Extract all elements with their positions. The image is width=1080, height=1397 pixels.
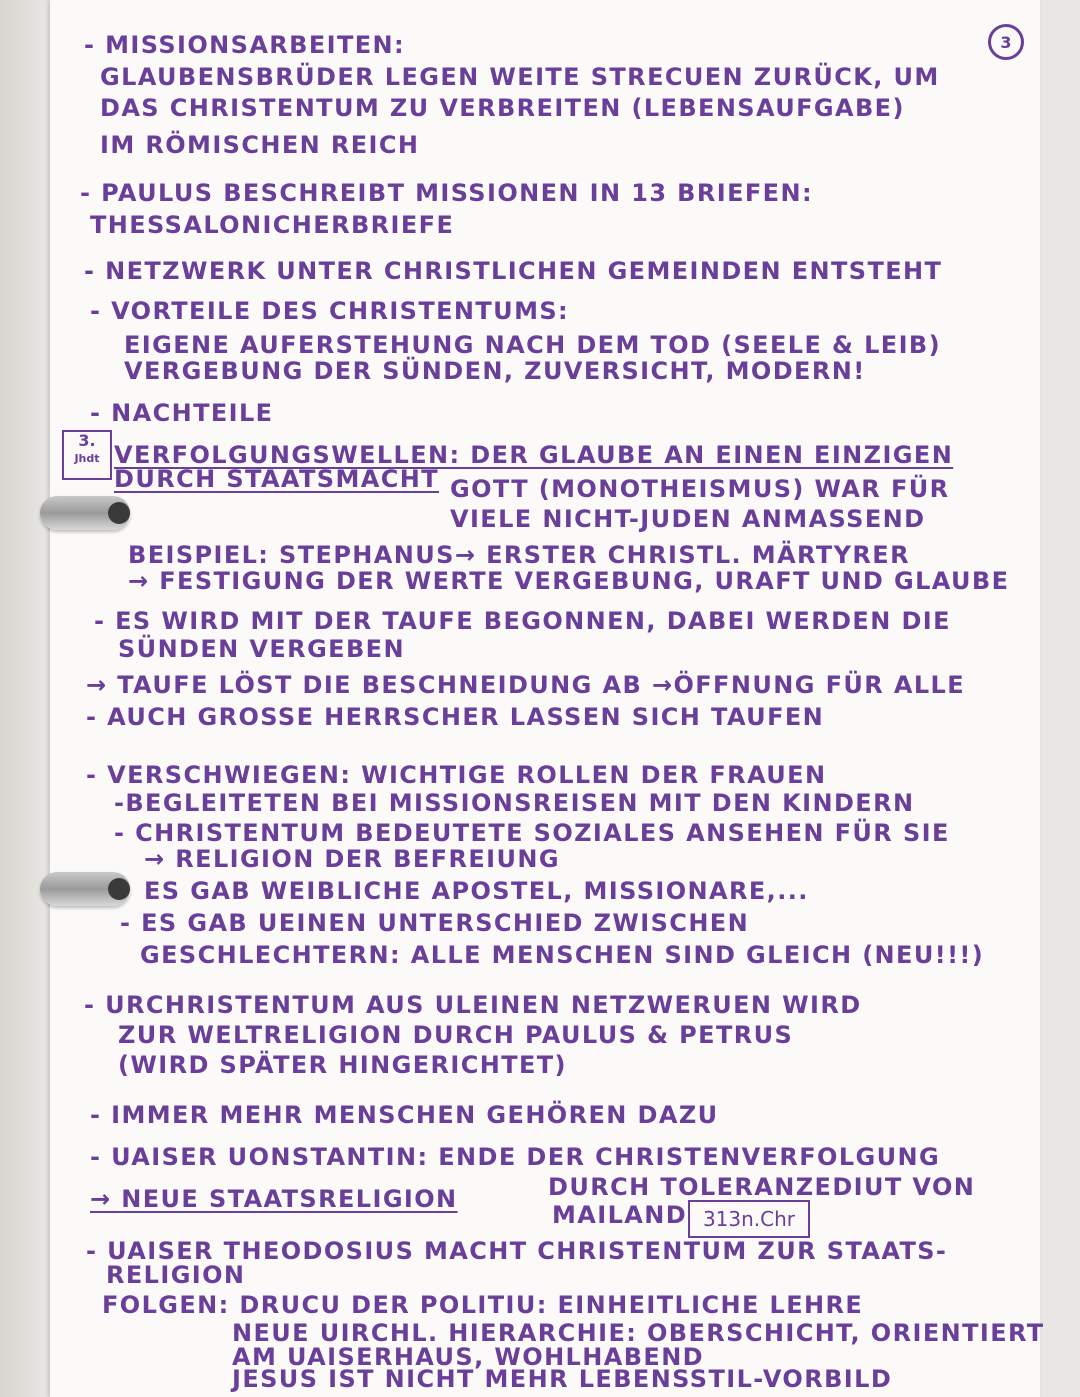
date-box: 313n.Chr xyxy=(688,1200,810,1238)
text-line-urchristentum: - URCHRISTENTUM AUS ULEINEN NETZWERUEN WIRD xyxy=(84,991,862,1019)
heading-missionsarbeiten: - MISSIONSARBEITEN: xyxy=(84,31,406,59)
text-line: VERGEBUNG DER SÜNDEN, ZUVERSICHT, MODERN! xyxy=(124,357,866,385)
text-line: AM UAISERHAUS, WOHLHABEND xyxy=(232,1343,705,1371)
text-line: RELIGION xyxy=(106,1261,246,1289)
text-line-netzwerk: - NETZWERK UNTER CHRISTLICHEN GEMEINDEN ENTSTEHT xyxy=(84,257,943,285)
text-line: - ES GAB UEINEN UNTERSCHIED ZWISCHEN xyxy=(120,909,750,937)
margin-note-century xyxy=(62,430,112,480)
text-line: - AUCH GROSSE HERRSCHER LASSEN SICH TAUFEN xyxy=(86,703,825,731)
text-line: - NACHTEILE xyxy=(90,399,274,427)
page-number: 3 xyxy=(988,24,1024,60)
text-line: GOTT (MONOTHEISMUS) WAR FÜR xyxy=(450,475,950,503)
punch-hole-bottom xyxy=(108,878,130,900)
text-line: ES GAB WEIBLICHE APOSTEL, MISSIONARE,... xyxy=(144,877,809,905)
punch-hole-top xyxy=(108,502,130,524)
text-line: → FESTIGUNG DER WERTE VERGEBUNG, URAFT UND GLAUBE xyxy=(128,567,1010,595)
text-line: VIELE NICHT-JUDEN ANMASSEND xyxy=(450,505,926,533)
text-line: EIGENE AUFERSTEHUNG NACH DEM TOD (SEELE & LEIB) xyxy=(124,331,941,359)
text-line: (WIRD SPÄTER HINGERICHTET) xyxy=(118,1051,567,1079)
margin-note-line1: 3. xyxy=(78,431,96,450)
text-line: - ES WIRD MIT DER TAUFE BEGONNEN, DABEI WERDEN DIE xyxy=(94,607,951,635)
text-line: ZUR WELTRELIGION DURCH PAULUS & PETRUS xyxy=(118,1021,794,1049)
text-line-konstantin: - UAISER UONSTANTIN: ENDE DER CHRISTENVERFOLGUNG xyxy=(90,1143,941,1171)
text-line-theodosius: - UAISER THEODOSIUS MACHT CHRISTENTUM ZUR STAATS- xyxy=(86,1237,948,1265)
text-line-folgen: FOLGEN: DRUCU DER POLITIU: EINHEITLICHE LEHRE xyxy=(102,1291,864,1319)
text-line: THESSALONICHERBRIEFE xyxy=(90,211,455,239)
text-line: NEUE UIRCHL. HIERARCHIE: OBERSCHICHT, ORIENTIERT xyxy=(232,1319,1045,1347)
text-line: -BEGLEITETEN BEI MISSIONSREISEN MIT DEN KINDERN xyxy=(114,789,915,817)
text-line-staatsmacht: DURCH STAATSMACHT xyxy=(114,465,440,493)
text-line: - PAULUS BESCHREIBT MISSIONEN IN 13 BRIEFEN: xyxy=(80,179,813,207)
text-line-verschwiegen: - VERSCHWIEGEN: WICHTIGE ROLLEN DER FRAUEN xyxy=(86,761,827,789)
text-line: DURCH TOLERANZEDIUT VON xyxy=(548,1173,976,1201)
binder-edge xyxy=(0,0,50,1397)
text-line: GESCHLECHTERN: ALLE MENSCHEN SIND GLEICH (NEU!!!) xyxy=(140,941,985,969)
text-line: IM RÖMISCHEN REICH xyxy=(100,131,420,159)
text-line: JESUS IST NICHT MEHR LEBENSSTIL-VORBILD xyxy=(232,1365,893,1393)
text-line-verfolgungswellen: VERFOLGUNGSWELLEN: DER GLAUBE AN EINEN EINZIGEN xyxy=(114,441,954,469)
text-line: → RELIGION DER BEFREIUNG xyxy=(144,845,560,873)
text-line: - VORTEILE DES CHRISTENTUMS: xyxy=(90,297,570,325)
text-line-staatsreligion: → NEUE STAATSRELIGION xyxy=(90,1185,458,1213)
text-line-beispiel: BEISPIEL: STEPHANUS→ ERSTER CHRISTL. MÄRTYRER xyxy=(128,541,910,569)
text-line: - CHRISTENTUM BEDEUTETE SOZIALES ANSEHEN FÜR SIE xyxy=(114,819,950,847)
text-line-mailand: MAILAND xyxy=(552,1201,688,1229)
text-line: DAS CHRISTENTUM ZU VERBREITEN (LEBENSAUFGABE) xyxy=(100,94,905,122)
text-line: SÜNDEN VERGEBEN xyxy=(118,635,405,663)
text-line: GLAUBENSBRÜDER LEGEN WEITE STRECUEN ZURÜCK, UM xyxy=(100,63,940,91)
margin-note-line2: Jhdt xyxy=(74,452,100,465)
text-line-taufe: → TAUFE LÖST DIE BESCHNEIDUNG AB →ÖFFNUNG FÜR ALLE xyxy=(86,671,966,699)
text-line: - IMMER MEHR MENSCHEN GEHÖREN DAZU xyxy=(90,1101,719,1129)
